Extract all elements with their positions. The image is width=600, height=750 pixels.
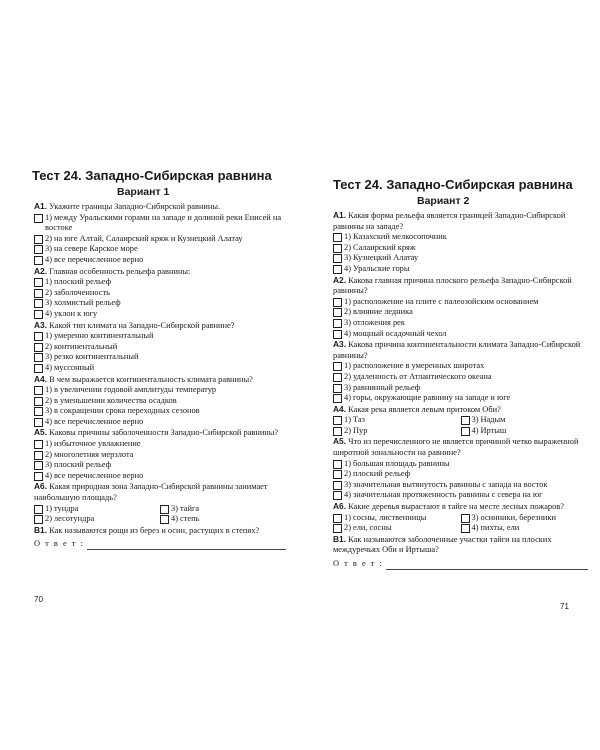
- question-a2: A2. Какова главная причина плоского рельефа Западно-Сибирской равнины?: [333, 274, 572, 296]
- option: 4) степь: [160, 514, 286, 525]
- question-a3: A3. Какой тип климата на Западно-Сибирской равнине?: [34, 319, 235, 330]
- option: 4) все перечисленное верно: [34, 417, 286, 428]
- checkbox[interactable]: [34, 461, 43, 470]
- checkbox[interactable]: [461, 514, 470, 523]
- checkbox[interactable]: [160, 515, 169, 524]
- answer-line[interactable]: [87, 541, 286, 550]
- option: 4) муссонный: [34, 363, 286, 374]
- option-row: [333, 426, 588, 437]
- option: 4) пихты, ели: [461, 523, 589, 534]
- checkbox[interactable]: [34, 278, 43, 287]
- question-b1: B1. Как называются заболоченные участки тайги на плоских междуречьях Оби и Иртыша?: [333, 533, 552, 555]
- option: 4) горы, окружающие равнину на западе и юге: [333, 393, 588, 404]
- option: 3) тайга: [160, 504, 286, 515]
- checkbox[interactable]: [333, 460, 342, 469]
- checkbox[interactable]: [34, 386, 43, 395]
- checkbox[interactable]: [34, 440, 43, 449]
- option: 1) избыточное увлажнение: [34, 439, 286, 450]
- checkbox[interactable]: [34, 418, 43, 427]
- test-title: Тест 24. Западно-Сибирская равнина: [333, 177, 573, 192]
- checkbox[interactable]: [34, 407, 43, 416]
- right-page: [300, 0, 600, 750]
- option-row: [34, 504, 286, 515]
- option: 1) тундра: [34, 504, 160, 515]
- checkbox[interactable]: [34, 472, 43, 481]
- question-a3: A3. Какова причина континентальности климата Западно-Сибирской равнины?: [333, 339, 581, 360]
- checkbox[interactable]: [333, 481, 342, 490]
- answer-line[interactable]: [386, 561, 588, 570]
- question-b1: B1. Как называются рощи из берез и осин, растущих в степях?: [34, 524, 260, 535]
- option: 3) в сокращении срока переходных сезонов: [34, 406, 286, 417]
- option: 3) равнинный рельеф: [333, 383, 588, 394]
- option: 4) все перечисленное верно: [34, 471, 286, 482]
- option: 2) заболоченность: [34, 288, 286, 299]
- checkbox[interactable]: [34, 235, 43, 244]
- option-row: [333, 513, 588, 524]
- option-row: [34, 514, 286, 525]
- option: 4) Уральские горы: [333, 264, 588, 275]
- option: 1) плоский рельеф: [34, 277, 286, 288]
- option: 2) ели, сосны: [333, 523, 461, 534]
- page-number: 71: [560, 602, 569, 611]
- option: 1) большая площадь равнины: [333, 459, 588, 470]
- question-a6: A6. Какая природная зона Западно-Сибирской равнины занимает наибольшую площадь?: [34, 481, 268, 503]
- checkbox[interactable]: [34, 256, 43, 265]
- option: 4) Иртыш: [461, 426, 589, 437]
- option: 1) сосны, лиственницы: [333, 513, 461, 524]
- checkbox[interactable]: [34, 245, 43, 254]
- option: 2) влияние ледника: [333, 307, 588, 318]
- checkbox[interactable]: [34, 214, 43, 223]
- page-number: 70: [34, 595, 43, 604]
- option: 4) все перечисленное верно: [34, 255, 286, 266]
- checkbox[interactable]: [333, 394, 342, 403]
- answer-label: О т в е т :: [34, 539, 85, 549]
- checkbox[interactable]: [333, 491, 342, 500]
- option: 4) уклон к югу: [34, 309, 286, 320]
- option: 1) Казахский мелкосопочник: [333, 232, 588, 243]
- checkbox[interactable]: [333, 330, 342, 339]
- checkbox[interactable]: [160, 505, 169, 514]
- checkbox[interactable]: [34, 289, 43, 298]
- variant-label: Вариант 1: [117, 186, 170, 198]
- option: 2) плоский рельеф: [333, 469, 588, 480]
- checkbox[interactable]: [34, 299, 43, 308]
- question-a6: A6. Какие деревья вырастают в тайге на месте лесных пожаров?: [333, 501, 564, 512]
- option: 2) Пур: [333, 426, 461, 437]
- option: 3) на севере Карское море: [34, 244, 286, 255]
- option: 3) холмистый рельеф: [34, 298, 286, 309]
- answer-field[interactable]: [333, 559, 588, 570]
- option: 2) удаленность от Атлантического океана: [333, 372, 588, 383]
- checkbox[interactable]: [461, 427, 470, 436]
- checkbox[interactable]: [333, 244, 342, 253]
- question-a2: A2. Главная особенность рельефа равнины:: [34, 265, 191, 276]
- checkbox[interactable]: [34, 310, 43, 319]
- option: 2) в уменьшении количества осадков: [34, 396, 286, 407]
- checkbox[interactable]: [34, 505, 43, 514]
- checkbox[interactable]: [333, 384, 342, 393]
- checkbox[interactable]: [333, 373, 342, 382]
- checkbox[interactable]: [34, 364, 43, 373]
- checkbox[interactable]: [333, 319, 342, 328]
- option: 1) умеренно континентальный: [34, 331, 286, 342]
- option: 1) между Уральскими горами на западе и долиной реки Енисей на востоке: [34, 213, 286, 234]
- checkbox[interactable]: [461, 524, 470, 533]
- checkbox[interactable]: [34, 332, 43, 341]
- option: 3) резко континентальный: [34, 352, 286, 363]
- question-a4: A4. В чем выражается континентальность климата равнины?: [34, 373, 253, 384]
- option: 1) расположение на плите с палеозойским основанием: [333, 297, 588, 308]
- checkbox[interactable]: [333, 514, 342, 523]
- checkbox[interactable]: [333, 427, 342, 436]
- option: 3) Надым: [461, 415, 589, 426]
- question-a5: A5. Каковы причины заболоченности Западно-Сибирской равнины?: [34, 427, 279, 438]
- questions-list: [333, 210, 588, 570]
- option-row: [333, 523, 588, 534]
- checkbox[interactable]: [333, 265, 342, 274]
- option: 2) континентальный: [34, 342, 286, 353]
- checkbox[interactable]: [333, 298, 342, 307]
- checkbox[interactable]: [34, 515, 43, 524]
- option: 2) многолетняя мерзлота: [34, 450, 286, 461]
- option: 2) лесотундра: [34, 514, 160, 525]
- option: 1) Таз: [333, 415, 461, 426]
- option: 1) расположение в умеренных широтах: [333, 361, 588, 372]
- option: 3) осинники, березники: [461, 513, 589, 524]
- checkbox[interactable]: [333, 524, 342, 533]
- test-title: Тест 24. Западно-Сибирская равнина: [32, 168, 272, 183]
- checkbox[interactable]: [34, 397, 43, 406]
- question-a4: A4. Какая река является левым притоком Оби?: [333, 403, 501, 414]
- checkbox[interactable]: [333, 254, 342, 263]
- checkbox[interactable]: [34, 343, 43, 352]
- checkbox[interactable]: [333, 233, 342, 242]
- option: 4) значительная протяженность равнины с севера на юг: [333, 490, 588, 501]
- variant-label: Вариант 2: [417, 195, 470, 207]
- answer-field[interactable]: [34, 539, 286, 550]
- checkbox[interactable]: [34, 451, 43, 460]
- checkbox[interactable]: [461, 416, 470, 425]
- option-row: [333, 415, 588, 426]
- question-a1: A1. Укажите границы Западно-Сибирской равнины.: [34, 201, 221, 211]
- checkbox[interactable]: [333, 308, 342, 317]
- option: 3) отложения рек: [333, 318, 588, 329]
- option: 3) плоский рельеф: [34, 460, 286, 471]
- checkbox[interactable]: [333, 416, 342, 425]
- option: 3) значительная вытянутость равнины с запада на восток: [333, 480, 588, 491]
- answer-label: О т в е т :: [333, 559, 384, 568]
- option: 2) Салаирский кряж: [333, 243, 588, 254]
- questions-list: [34, 201, 286, 550]
- checkbox[interactable]: [333, 470, 342, 479]
- question-a1: A1. Какая форма рельефа является границей Западно-Сибирской равнины на западе?: [333, 210, 566, 231]
- option: 3) Кузнецкий Алатау: [333, 253, 588, 264]
- option: 2) на юге Алтай, Салаирский кряж и Кузнецкий Алатау: [34, 234, 286, 245]
- option: 4) мощный осадочный чехол: [333, 329, 588, 340]
- checkbox[interactable]: [34, 353, 43, 362]
- question-a5: A5. Что из перечисленного не является причиной четко выраженной широтной зональности на равнине?: [333, 436, 579, 458]
- option: 1) в увеличении годовой амплитуды температур: [34, 385, 286, 396]
- checkbox[interactable]: [333, 362, 342, 371]
